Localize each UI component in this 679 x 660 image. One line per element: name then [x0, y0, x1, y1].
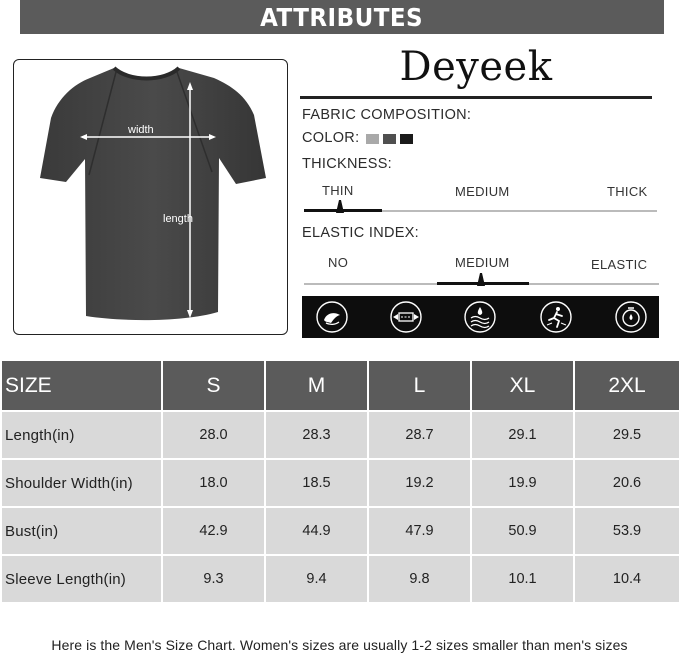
elastic-option-medium: MEDIUM	[455, 255, 510, 270]
table-cell: 42.9	[163, 508, 264, 554]
thickness-option-medium: MEDIUM	[455, 184, 510, 199]
moisture-wicking-icon	[463, 300, 497, 334]
banner-title: ATTRIBUTES	[260, 2, 424, 32]
table-cell: 10.1	[472, 556, 573, 602]
size-chart-table	[0, 359, 679, 604]
length-label: length	[163, 213, 193, 225]
table-cell: 18.0	[163, 460, 264, 506]
header-xl: XL	[472, 361, 573, 410]
color-swatch-light-gray	[366, 134, 379, 144]
table-cell: 28.7	[369, 412, 470, 458]
thickness-label: THICKNESS:	[302, 156, 393, 172]
table-cell: 20.6	[575, 460, 679, 506]
header-s: S	[163, 361, 264, 410]
table-cell: 47.9	[369, 508, 470, 554]
table-cell: 28.3	[266, 412, 367, 458]
table-cell: 50.9	[472, 508, 573, 554]
table-cell: 44.9	[266, 508, 367, 554]
table-cell: 9.8	[369, 556, 470, 602]
header-2xl: 2XL	[575, 361, 679, 410]
stretch-icon	[389, 300, 423, 334]
elastic-option-elastic: ELASTIC	[591, 257, 648, 272]
sports-icon	[539, 300, 573, 334]
elastic-marker-icon	[474, 271, 488, 287]
elastic-option-no: NO	[328, 255, 349, 270]
table-row	[2, 460, 679, 506]
table-cell: 19.9	[472, 460, 573, 506]
table-row	[2, 412, 679, 458]
feature-icons-bar	[302, 296, 659, 338]
row-label: Length(in)	[2, 412, 161, 458]
table-cell: 53.9	[575, 508, 679, 554]
thickness-option-thick: THICK	[607, 184, 648, 199]
width-label: width	[128, 124, 154, 136]
color-label: COLOR:	[302, 130, 360, 146]
table-cell: 29.5	[575, 412, 679, 458]
breathable-icon	[315, 300, 349, 334]
brand-name: Deyeek	[399, 44, 553, 90]
color-swatch-dark-gray	[383, 134, 396, 144]
row-label: Shoulder Width(in)	[2, 460, 161, 506]
header-m: M	[266, 361, 367, 410]
thickness-option-thin: THIN	[322, 183, 354, 198]
table-cell: 9.3	[163, 556, 264, 602]
size-chart-header-row	[2, 361, 679, 410]
brand-divider	[300, 96, 652, 99]
row-label: Bust(in)	[2, 508, 161, 554]
size-chart-footnote: Here is the Men's Size Chart. Women's sizes are usually 1-2 sizes smaller than men's sizes	[51, 637, 628, 653]
thickness-marker-icon	[333, 198, 347, 214]
table-cell: 19.2	[369, 460, 470, 506]
attributes-banner	[20, 0, 664, 34]
row-label: Sleeve Length(in)	[2, 556, 161, 602]
table-row	[2, 508, 679, 554]
table-cell: 18.5	[266, 460, 367, 506]
table-cell: 28.0	[163, 412, 264, 458]
table-cell: 9.4	[266, 556, 367, 602]
table-cell: 10.4	[575, 556, 679, 602]
color-swatch-black	[400, 134, 413, 144]
header-size: SIZE	[2, 361, 161, 410]
fabric-composition-label: FABRIC COMPOSITION:	[302, 107, 472, 123]
table-row	[2, 556, 679, 602]
quick-dry-icon	[614, 300, 648, 334]
tshirt-body	[40, 68, 266, 320]
tshirt-illustration	[14, 60, 287, 334]
product-photo	[13, 59, 288, 335]
header-l: L	[369, 361, 470, 410]
elastic-index-label: ELASTIC INDEX:	[302, 225, 420, 241]
table-cell: 29.1	[472, 412, 573, 458]
